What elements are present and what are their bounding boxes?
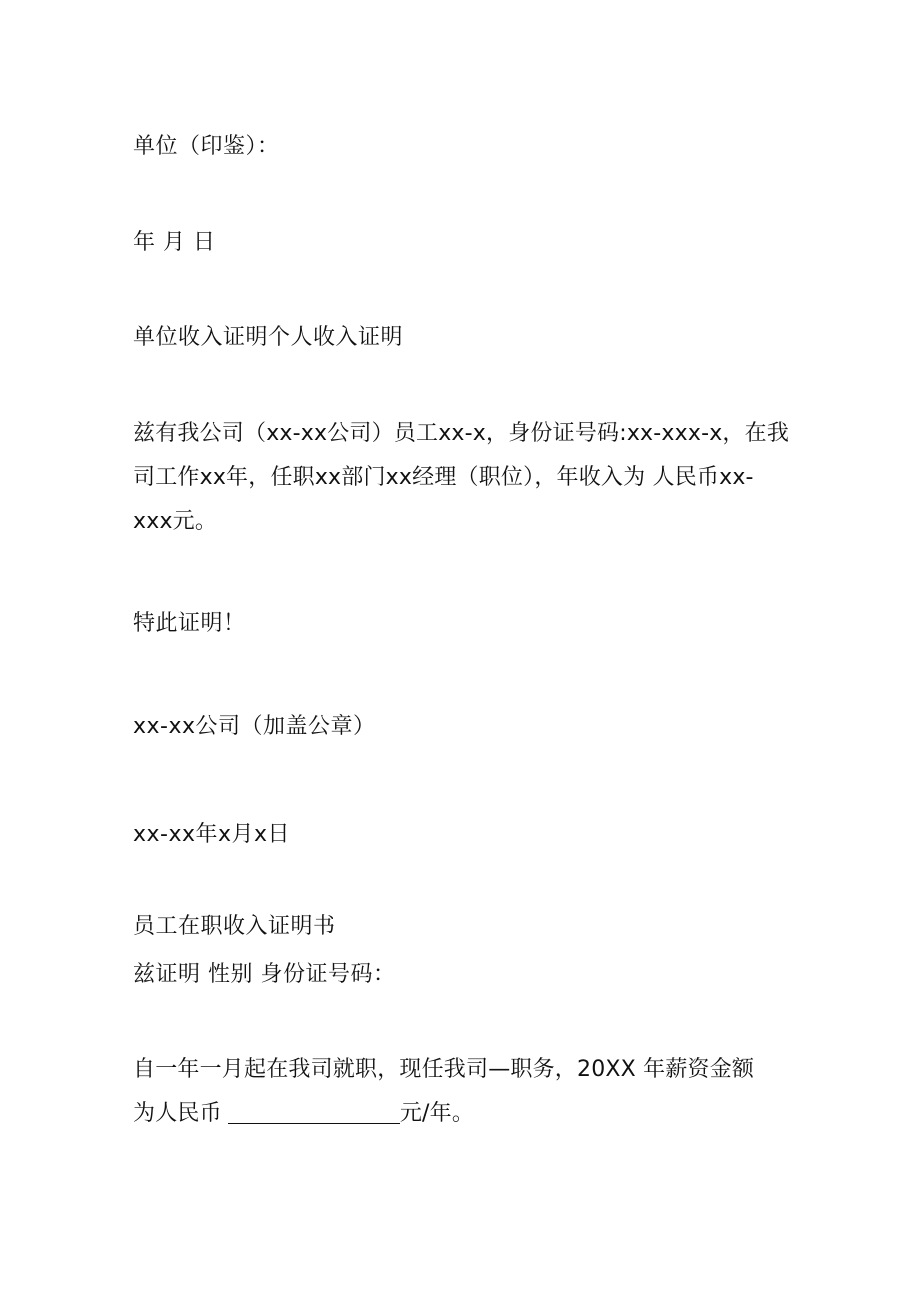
heading-unit-income-certificate: 单位收入证明个人收入证明 (133, 325, 404, 350)
paragraph-line: 司工作xx年，任职xx部门xx经理（职位），年收入为 人民币xx- (133, 465, 754, 490)
company-seal-line: xx-xx公司（加盖公章） (133, 714, 376, 739)
certification-line: 兹证明 性别 身份证号码： (133, 962, 396, 987)
date-blank-line: 年 月 日 (133, 230, 216, 255)
salary-prefix: 为人民币 (133, 1101, 222, 1126)
salary-paragraph (133, 1048, 783, 1136)
heading-employee-income-certificate: 员工在职收入证明书 (133, 914, 336, 939)
paragraph-line: xxx元。 (133, 509, 218, 534)
income-certificate-paragraph (133, 412, 790, 544)
company-date-line: xx-xx年x月x日 (133, 822, 291, 847)
special-proof-line: 特此证明！ (133, 611, 246, 636)
paragraph-line: 自一年一月起在我司就职，现任我司—职务，20XX 年薪资金额 (133, 1057, 755, 1082)
salary-suffix: 元/年。 (399, 1101, 475, 1126)
unit-seal-line: 单位（印鉴）： (133, 134, 280, 159)
salary-amount-line (133, 1092, 783, 1136)
salary-amount-blank (228, 1101, 400, 1124)
paragraph-line: 兹有我公司（xx-xx公司）员工xx-x，身份证号码:xx-xxx-x，在我 (133, 421, 790, 446)
